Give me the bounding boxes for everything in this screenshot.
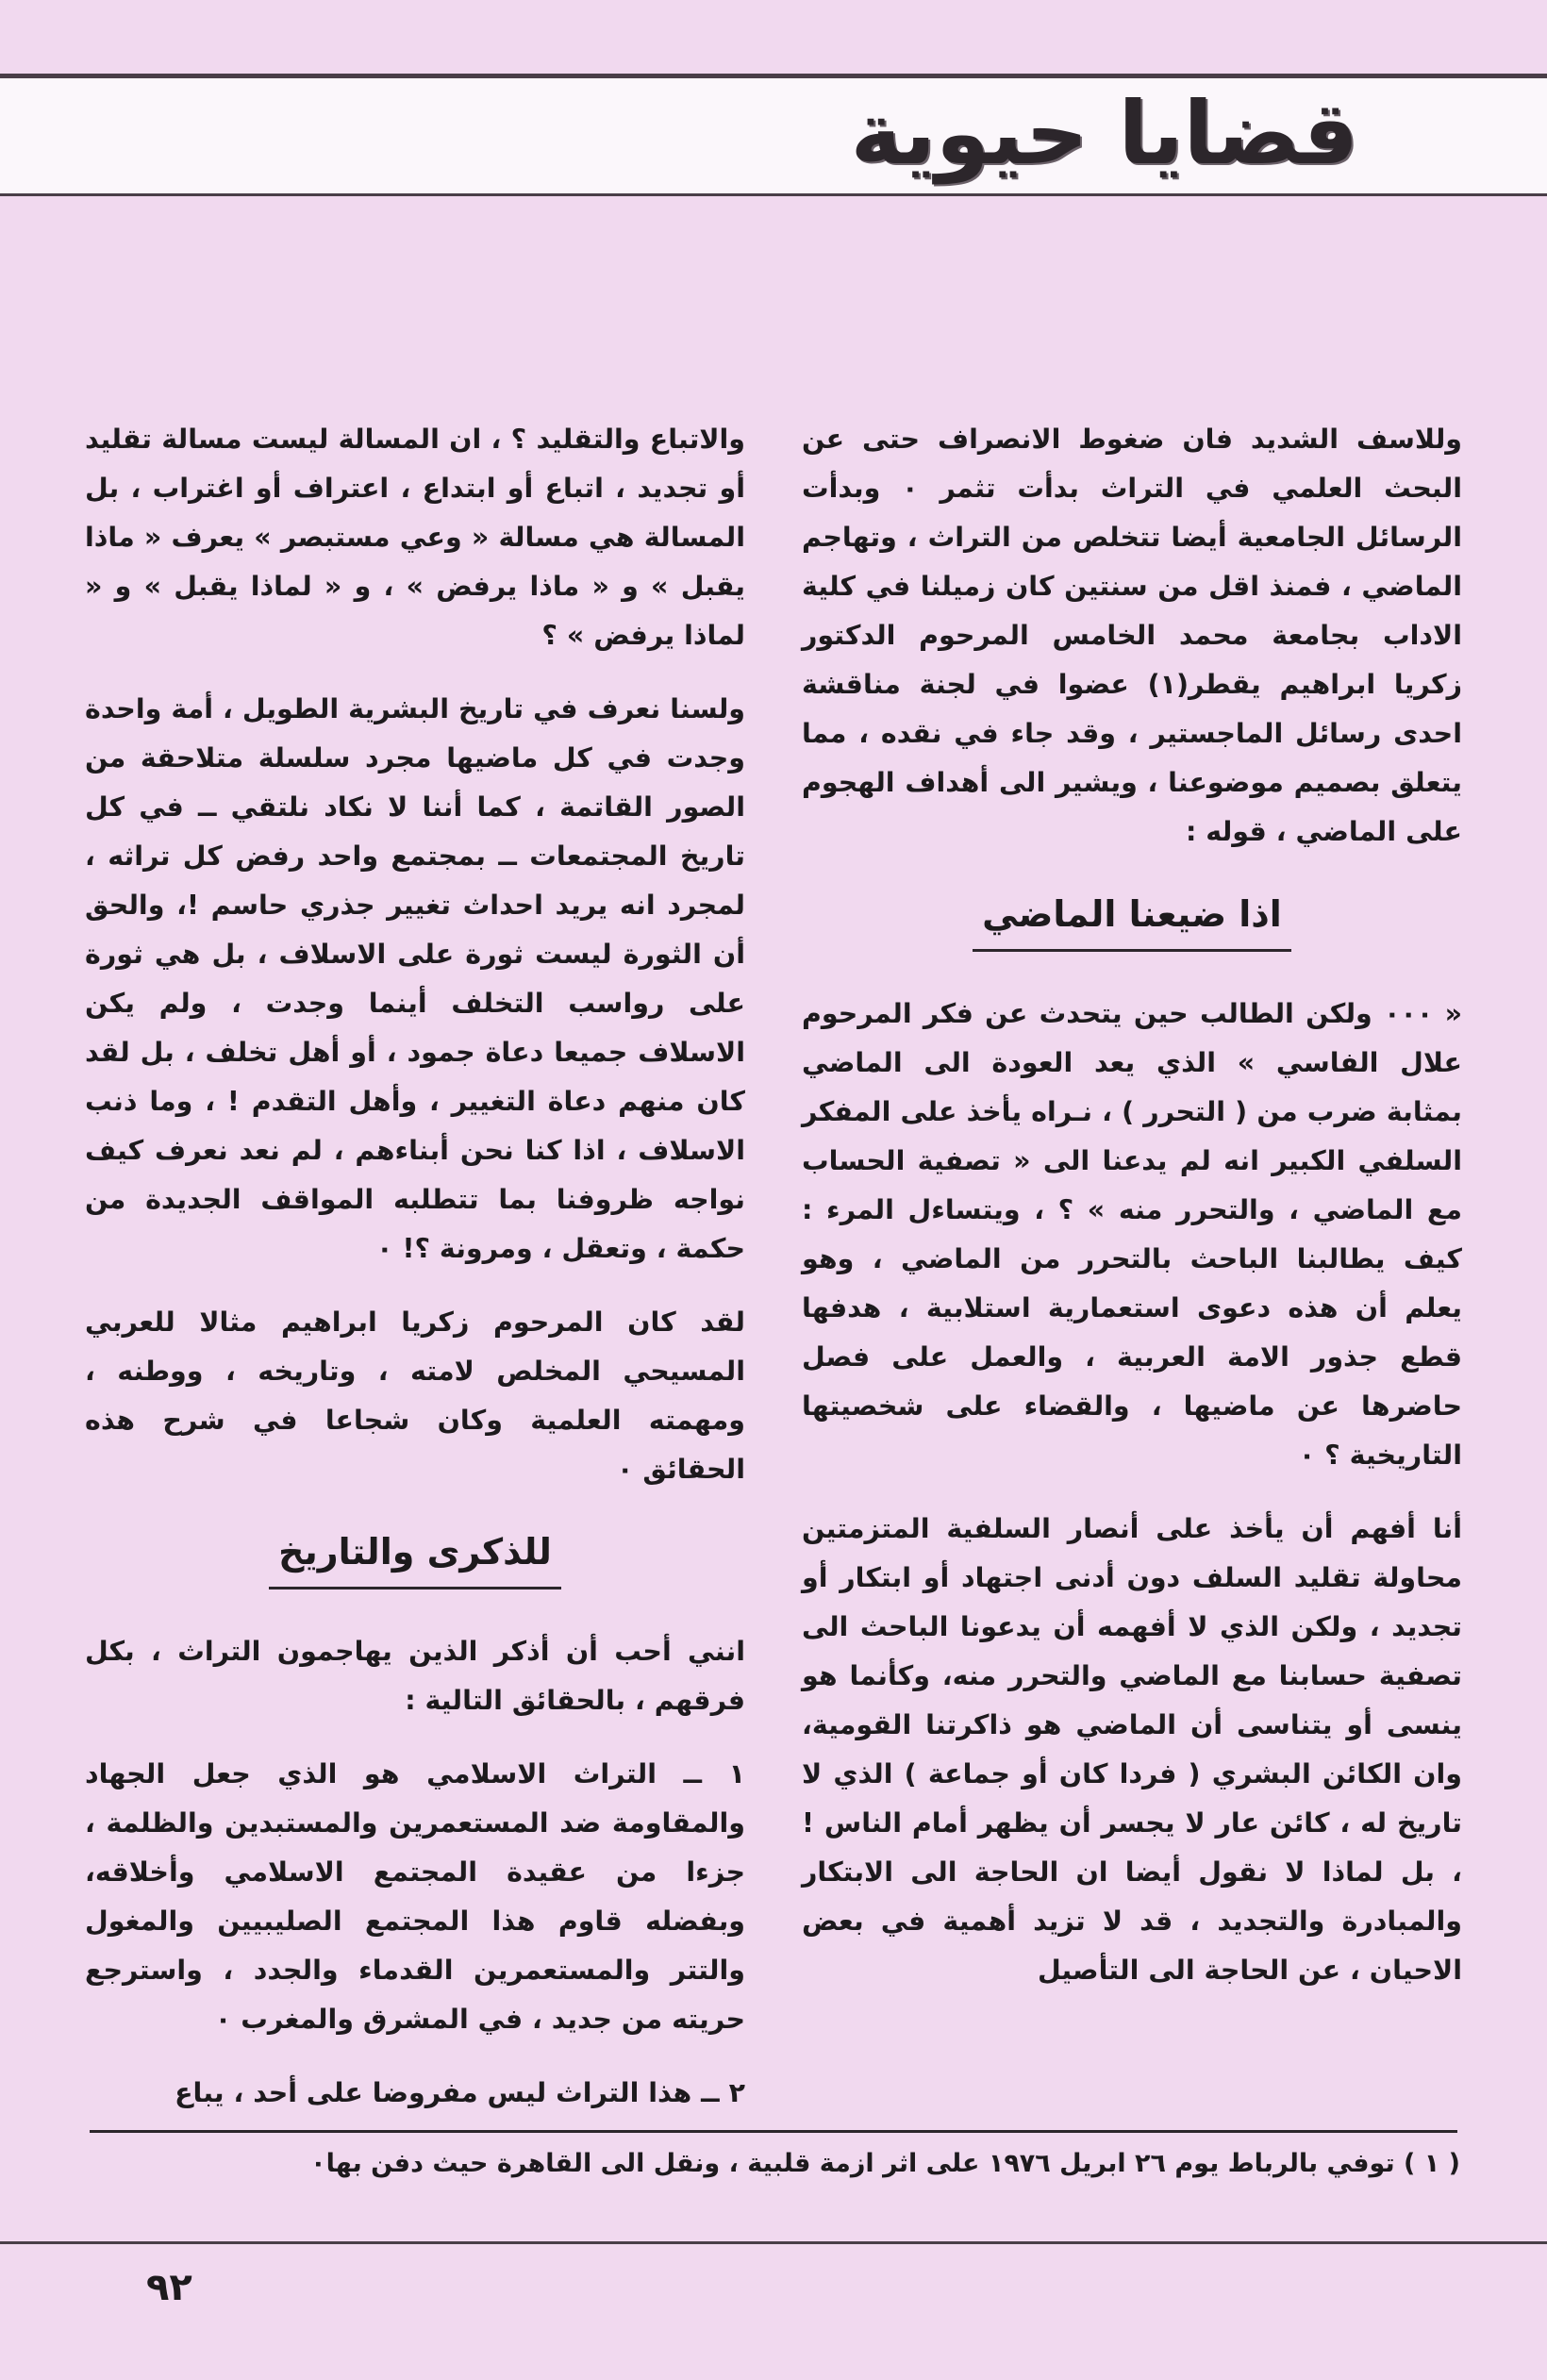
paragraph: وللاسف الشديد فان ضغوط الانصراف حتى عن البحث العلمي في التراث بدأت تثمر ٠ وبدأت الرسائل الجامعية أيضا تتخلص من التراث ، وتهاجم الماضي ، فمنذ اقل من سنتين كان زميلنا في كلية الاداب بجامعة محمد الخامس المرحوم الدكتور زكريا ابراهيم يقطر(١) عضوا في لجنة مناقشة احدى رسائل الماجستير ، وقد جاء في نقده ، مما يتعلق بصميم موضوعنا ، ويشير الى أهداف الهجوم على الماضي ، قوله : <box>802 424 1462 847</box>
paragraph: والاتباع والتقليد ؟ ، ان المسالة ليست مسالة تقليد أو تجديد ، اتباع أو ابتداع ، اعتراف أو اغتراب ، بل المسالة هي مسالة « وعي مستبصر » يعرف « ماذا يقبل » و « ماذا يرفض » ، و « لماذا يقبل » و « لماذا يرفض » ؟ <box>85 424 745 651</box>
paragraph: أنا أفهم أن يأخذ على أنصار السلفية المتزمتين محاولة تقليد السلف دون أدنى اجتهاد أو ابتكار أو تجديد ، ولكن الذي لا أفهمه أن يدعونا الباحث الى تصفية حسابنا مع الماضي والتحرر منه، وكأنما هو ينسى أو يتناسى أن الماضي هو ذاكرتنا القومية، وان الكائن البشري ( فردا كان أو جماعة ) الذي لا تاريخ له ، كائن عار لا يجسر أن يظهر أمام الناس ! ، بل لماذا لا نقول أيضا ان الحاجة الى الابتكار والمبادرة والتجديد ، قد لا تزيد أهمية في بعض الاحيان ، عن الحاجة الى التأصيل <box>802 1513 1462 1986</box>
footnote-divider <box>90 2130 1457 2133</box>
masthead-title: قضايا حيوية <box>850 83 1358 184</box>
paragraph: ١ ــ التراث الاسلامي هو الذي جعل الجهاد والمقاومة ضد المستعمرين والمستبدين والظلمة ، جزءا من عقيدة المجتمع الاسلامي وأخلاقه، وبفضله قاوم هذا المجتمع الصليبيين والمغول والتتر والمستعمرين القدماء والجدد ، واسترجع حريته من جديد ، في المشرق والمغرب ٠ <box>85 1758 745 2035</box>
footnote: ( ١ ) توفي بالرباط يوم ٢٦ ابريل ١٩٧٦ على اثر ازمة قلبية ، ونقل الى القاهرة حيث دفن بها٠ <box>310 2149 1460 2178</box>
page-number: ٩٢ <box>146 2266 192 2309</box>
footer-divider <box>0 2241 1547 2244</box>
section-heading <box>802 889 1462 952</box>
paragraph: « ٠٠٠ ولكن الطالب حين يتحدث عن فكر المرحوم علال الفاسي » الذي يعد العودة الى الماضي بمثابة ضرب من ( التحرر ) ، نـراه يأخذ على المفكر السلفي الكبير انه لم يدعنا الى « تصفية الحساب مع الماضي ، والتحرر منه » ؟ ، ويتساءل المرء : كيف يطالبنا الباحث بالتحرر من الماضي ، وهو يعلم أن هذه دعوى استعمارية استلابية ، هدفها قطع جذور الامة العربية ، والعمل على فصل حاضرها عن ماضيها ، والقضاء على شخصيتها التاريخية ؟ ٠ <box>802 998 1462 1471</box>
paragraph: ٢ ــ هذا التراث ليس مفروضا على أحد ، يباع <box>175 2077 745 2108</box>
section-heading-text: اذا ضيعنا الماضي <box>973 889 1291 952</box>
right-column <box>802 415 1462 2020</box>
section-heading-text: للذكرى والتاريخ <box>269 1526 561 1589</box>
paragraph: ولسنا نعرف في تاريخ البشرية الطويل ، أمة واحدة وجدت في كل ماضيها مجرد سلسلة متلاحقة من الصور القاتمة ، كما أننا لا نكاد نلتقي ــ في كل تاريخ المجتمعات ــ بمجتمع واحد رفض كل تراثه ، لمجرد انه يريد احداث تغيير جذري حاسم !، والحق أن الثورة ليست ثورة على الاسلاف ، بل هي ثورة على رواسب التخلف أينما وجدت ، ولم يكن الاسلاف جميعا دعاة جمود ، أو أهل تخلف ، بل لقد كان منهم دعاة التغيير ، وأهل التقدم ! ، وما ذنب الاسلاف ، اذا كنا نحن أبناءهم ، لم نعد نعرف كيف نواجه ظروفنا بما تتطلبه المواقف الجديدة من حكمة ، وتعقل ، ومرونة ؟! ٠ <box>85 693 745 1264</box>
section-heading <box>85 1526 745 1589</box>
paragraph: انني أحب أن أذكر الذين يهاجمون التراث ، بكل فرقهم ، بالحقائق التالية : <box>85 1636 745 1716</box>
header-band <box>0 74 1547 196</box>
left-column <box>85 415 745 2142</box>
paragraph: لقد كان المرحوم زكريا ابراهيم مثالا للعربي المسيحي المخلص لامته ، وتاريخه ، ووطنه ، ومهمته العلمية وكان شجاعا في شرح هذه الحقائق ٠ <box>85 1307 745 1485</box>
